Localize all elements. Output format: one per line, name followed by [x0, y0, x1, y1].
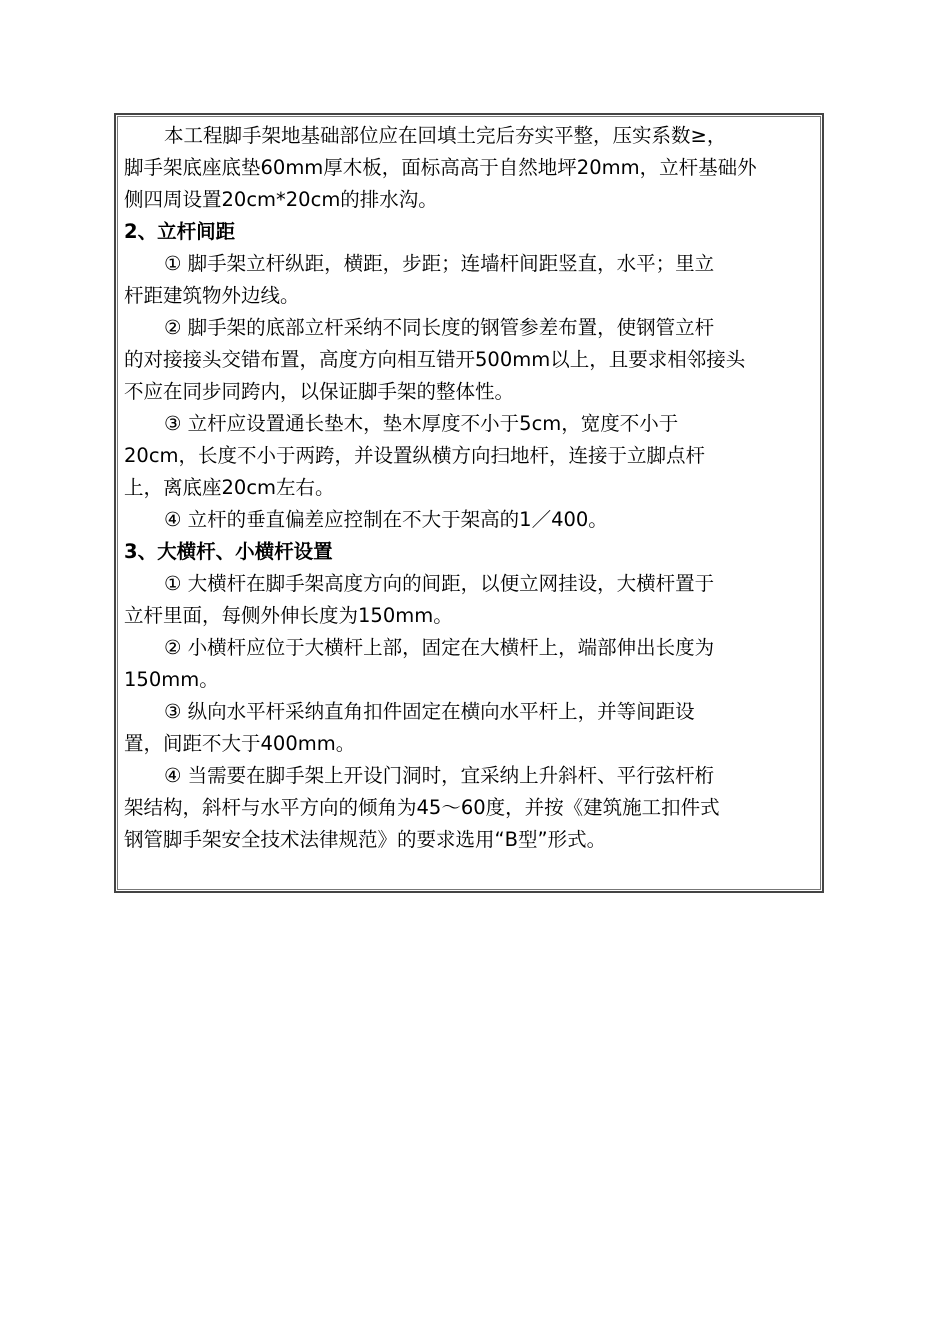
text-line: ② 脚手架的底部立杆采纳不同长度的钢管参差布置，使钢管立杆 — [164, 316, 715, 339]
text-line: 本工程脚手架地基础部位应在回填土完后夯实平整，压实系数≥， — [164, 124, 727, 147]
text-line: 立杆里面，每侧外伸长度为150mm。 — [124, 604, 453, 627]
section-heading: 2、立杆间距 — [124, 220, 236, 243]
text-line: 上，离底座20cm左右。 — [124, 476, 335, 499]
text-line: 架结构，斜杆与水平方向的倾角为45～60度，并按《建筑施工扣件式 — [124, 796, 720, 819]
text-line: ③ 立杆应设置通长垫木，垫木厚度不小于5cm，宽度不小于 — [164, 412, 679, 435]
text-line: 20cm，长度不小于两跨，并设置纵横方向扫地杆，连接于立脚点杆 — [124, 444, 706, 467]
section-heading: 3、大横杆、小横杆设置 — [124, 540, 333, 563]
document-text-body — [124, 120, 818, 856]
text-line: 置，间距不大于400mm。 — [124, 732, 356, 755]
text-line: 侧四周设置20cm*20cm的排水沟。 — [124, 188, 438, 211]
text-line: ④ 立杆的垂直偏差应控制在不大于架高的1／400。 — [164, 508, 608, 531]
document-table-cell — [114, 113, 824, 893]
text-line: ① 大横杆在脚手架高度方向的间距，以便立网挂设，大横杆置于 — [164, 572, 715, 595]
text-line: ③ 纵向水平杆采纳直角扣件固定在横向水平杆上，并等间距设 — [164, 700, 695, 723]
text-line: ④ 当需要在脚手架上开设门洞时，宜采纳上升斜杆、平行弦杆桁 — [164, 764, 715, 787]
text-line: 不应在同步同跨内，以保证脚手架的整体性。 — [124, 380, 515, 403]
text-line: 脚手架底座底垫60mm厚木板，面标高高于自然地坪20mm，立杆基础外 — [124, 156, 757, 179]
text-line: 杆距建筑物外边线。 — [124, 284, 300, 307]
text-line: 150mm。 — [124, 668, 219, 691]
text-line: ② 小横杆应位于大横杆上部，固定在大横杆上，端部伸出长度为 — [164, 636, 715, 659]
text-line: 钢管脚手架安全技术法律规范》的要求选用“B型”形式。 — [124, 828, 607, 851]
text-line: ① 脚手架立杆纵距，横距，步距；连墙杆间距竖直，水平；里立 — [164, 252, 715, 275]
text-line: 的对接接头交错布置，高度方向相互错开500mm以上，且要求相邻接头 — [124, 348, 746, 371]
